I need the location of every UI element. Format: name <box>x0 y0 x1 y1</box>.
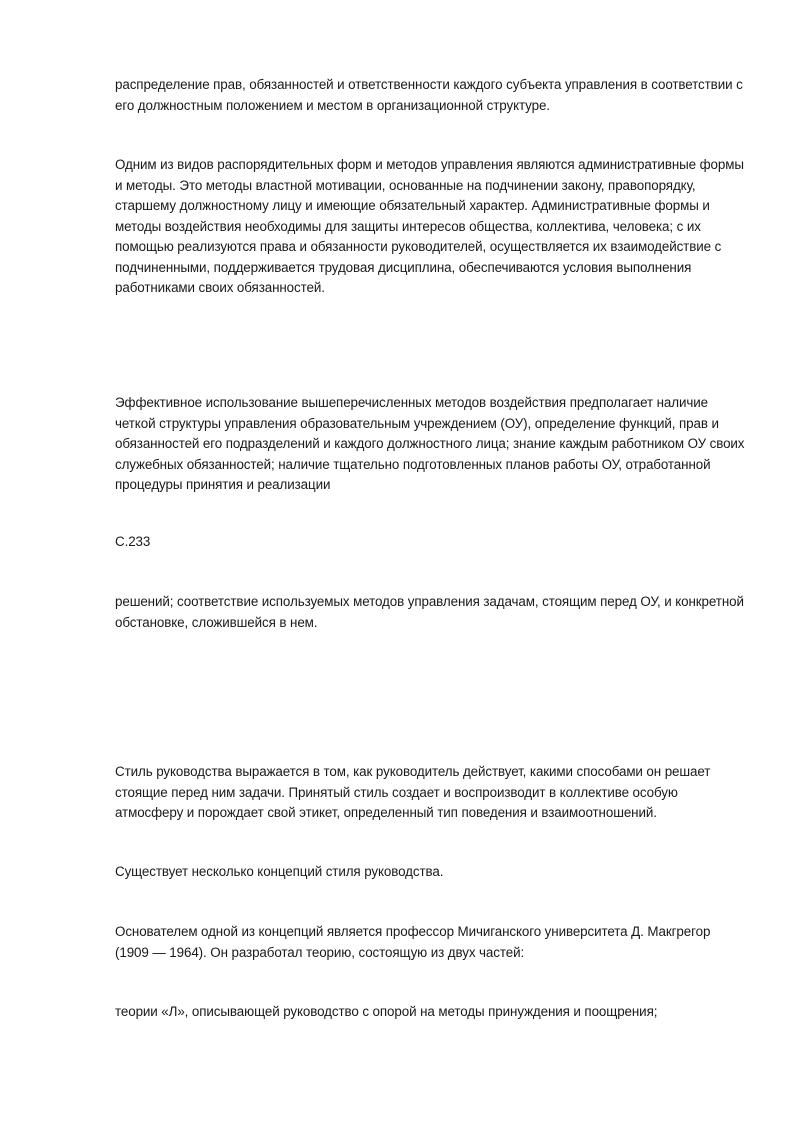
paragraph-administrative-methods: Одним из видов распорядительных форм и методов управления являются административные формы и методы. Это методы властной мотивации, основанные на подчинении закону, правопорядку, старшему должностному лицу и имеющие обязательный характер. Административные формы и методы воздействия необходимы для защиты интересов общества, коллектива, человека; с их помощью реализуются права и обязанности руководителей, осуществляется их взаимодействие с подчиненными, поддерживается трудовая дисциплина, обеспечиваются условия выполнения работниками своих обязанностей. <box>115 157 744 295</box>
paragraph-effective-use: Эффективное использование вышеперечисленных методов воздействия предполагает наличие четкой структуры управления образовательным учреждением (ОУ), определение функций, прав и обязанностей его подразделений и каждого должностного лица; знание каждым работником ОУ своих служебных обязанностей; наличие тщательно подготовленных планов работы ОУ, отработанной процедуры принятия и реализации <box>115 395 745 492</box>
paragraph-rights-distribution: распределение прав, обязанностей и ответственности каждого субъекта управления в соответствии с его должностным положением и местом в организационной структуре. <box>115 77 743 113</box>
paragraph-leadership-style: Стиль руководства выражается в том, как руководитель действует, какими способами он решает стоящие перед ним задачи. Принятый стиль создает и воспроизводит в коллективе особую атмосферу и порождает свой этикет, определенный тип поведения и взаимоотношений. <box>115 764 711 820</box>
paragraph-mcgregor: Основателем одной из концепций является профессор Мичиганского университета Д. Макгрегор (1909 — 1964). Он разработал теорию, состоящую из двух частей: <box>115 924 711 960</box>
paragraph-concepts: Существует несколько концепций стиля руководства. <box>115 864 444 879</box>
paragraph-theory-l: теории «Л», описывающей руководство с опорой на методы принуждения и поощрения; <box>115 1004 658 1019</box>
paragraph-decisions: решений; соответствие используемых методов управления задачам, стоящим перед ОУ, и конкретной обстановке, сложившейся в нем. <box>115 594 744 630</box>
page-number-marker: С.233 <box>115 534 151 549</box>
